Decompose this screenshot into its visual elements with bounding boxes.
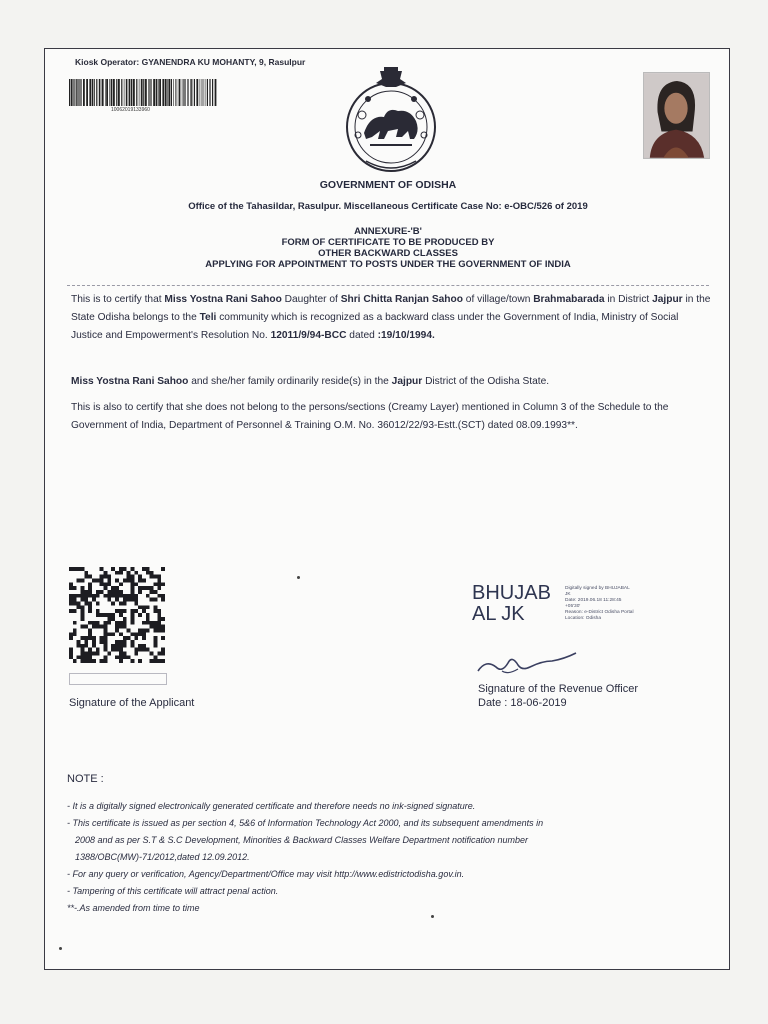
officer-handwritten-signature [472,645,582,681]
office-line: Office of the Tahasildar, Rasulpur. Miscellaneous Certificate Case No: e-OBC/526 of 2019 [188,201,588,212]
annexure-block [45,226,731,270]
father-name: Shri Chitta Ranjan Sahoo [340,294,463,305]
note-item: - This certificate is issued as per section 4, 5&6 of Information Technology Act 2000, and its subsequent amendments in [67,818,544,828]
applicant-signature-label: Signature of the Applicant [69,697,195,709]
community-name: Teli [199,312,217,323]
note-item: - For any query or verification, Agency/Department/Office may visit http://www.edistrictodisha.gov.in. [67,869,465,879]
qr-code [69,567,165,663]
form-heading-line2: OTHER BACKWARD CLASSES [318,248,458,259]
speck [59,947,62,950]
note-item: 2008 and as per S.T & S.C Development, Minorities & Backward Classes Welfare Department notification number [75,835,529,845]
kiosk-operator: Kiosk Operator: GYANENDRA KU MOHANTY, 9, Rasulpur [75,57,306,67]
note-item: - Tampering of this certificate will attract penal action. [67,886,279,896]
officer-signature-label: Signature of the Revenue Officer [478,683,639,695]
district-name: Jajpur [652,294,683,305]
form-heading-line1: FORM OF CERTIFICATE TO BE PRODUCED BY [281,237,495,248]
applicant-photo [643,72,710,159]
notes-list [67,798,707,917]
resolution-date: :19/10/1994. [377,330,435,341]
divider [67,285,709,286]
creamy-layer-paragraph: This is also to certify that she does not belong to the persons/sections (Creamy Layer) mentioned in Column 3 of the Schedule to the Government of India, Department of Personnel & Training O.M. No. 36012/22/93-Estt.(SCT) dated 08.09.1993**. [71,402,669,431]
note-item: 1388/OBC(MW)-71/2012,dated 12.09.2012. [75,852,250,862]
annexure-label: ANNEXURE-'B' [354,226,422,237]
officer-signature-date: Date : 18-06-2019 [478,697,567,709]
village-name: Brahmabarada [533,294,605,305]
odisha-emblem-icon [340,65,442,177]
applicant-name: Miss Yostna Rani Sahoo [164,294,282,305]
digital-signature-details: Digitally signed by BHUJABAL JK Date: 2019.06.18 11:28:45 +05'30' Reason: e-District Odisha Portal Location: Odisha [565,586,634,621]
certificate-sheet [44,48,730,970]
speck [431,915,434,918]
digital-signer-name: BHUJAB AL JK [472,582,551,625]
speck [297,576,300,579]
note-item: - It is a digitally signed electronically generated certificate and therefore needs no ink-signed signature. [67,801,476,811]
note-title: NOTE : [67,773,104,785]
government-title: GOVERNMENT OF ODISHA [319,179,457,191]
barcode [69,79,217,106]
officer-signature-block [478,682,638,710]
resolution-number: 12011/9/94-BCC [270,330,347,341]
residence-paragraph: Miss Yostna Rani Sahoo and she/her family ordinarily reside(s) in the Jajpur District of the Odisha State. [71,376,550,387]
applicant-signature-strip [69,673,167,685]
certification-paragraph: This is to certify that Miss Yostna Rani Sahoo Daughter of Shri Chitta Ranjan Sahoo of village/town Brahmabarada in District Jajpur in the State Odisha belongs to the Teli community which is recognized as a backward class under the Government of India, Ministry of Social Justice and Empowerment's Resolution No. 12011/9/94-BCC dated :19/10/1994. [71,294,711,341]
barcode-number: 10062019133960 [111,107,150,113]
note-item: **-.As amended from time to time [67,903,200,913]
form-heading-line3: APPLYING FOR APPOINTMENT TO POSTS UNDER THE GOVERNMENT OF INDIA [205,259,571,270]
